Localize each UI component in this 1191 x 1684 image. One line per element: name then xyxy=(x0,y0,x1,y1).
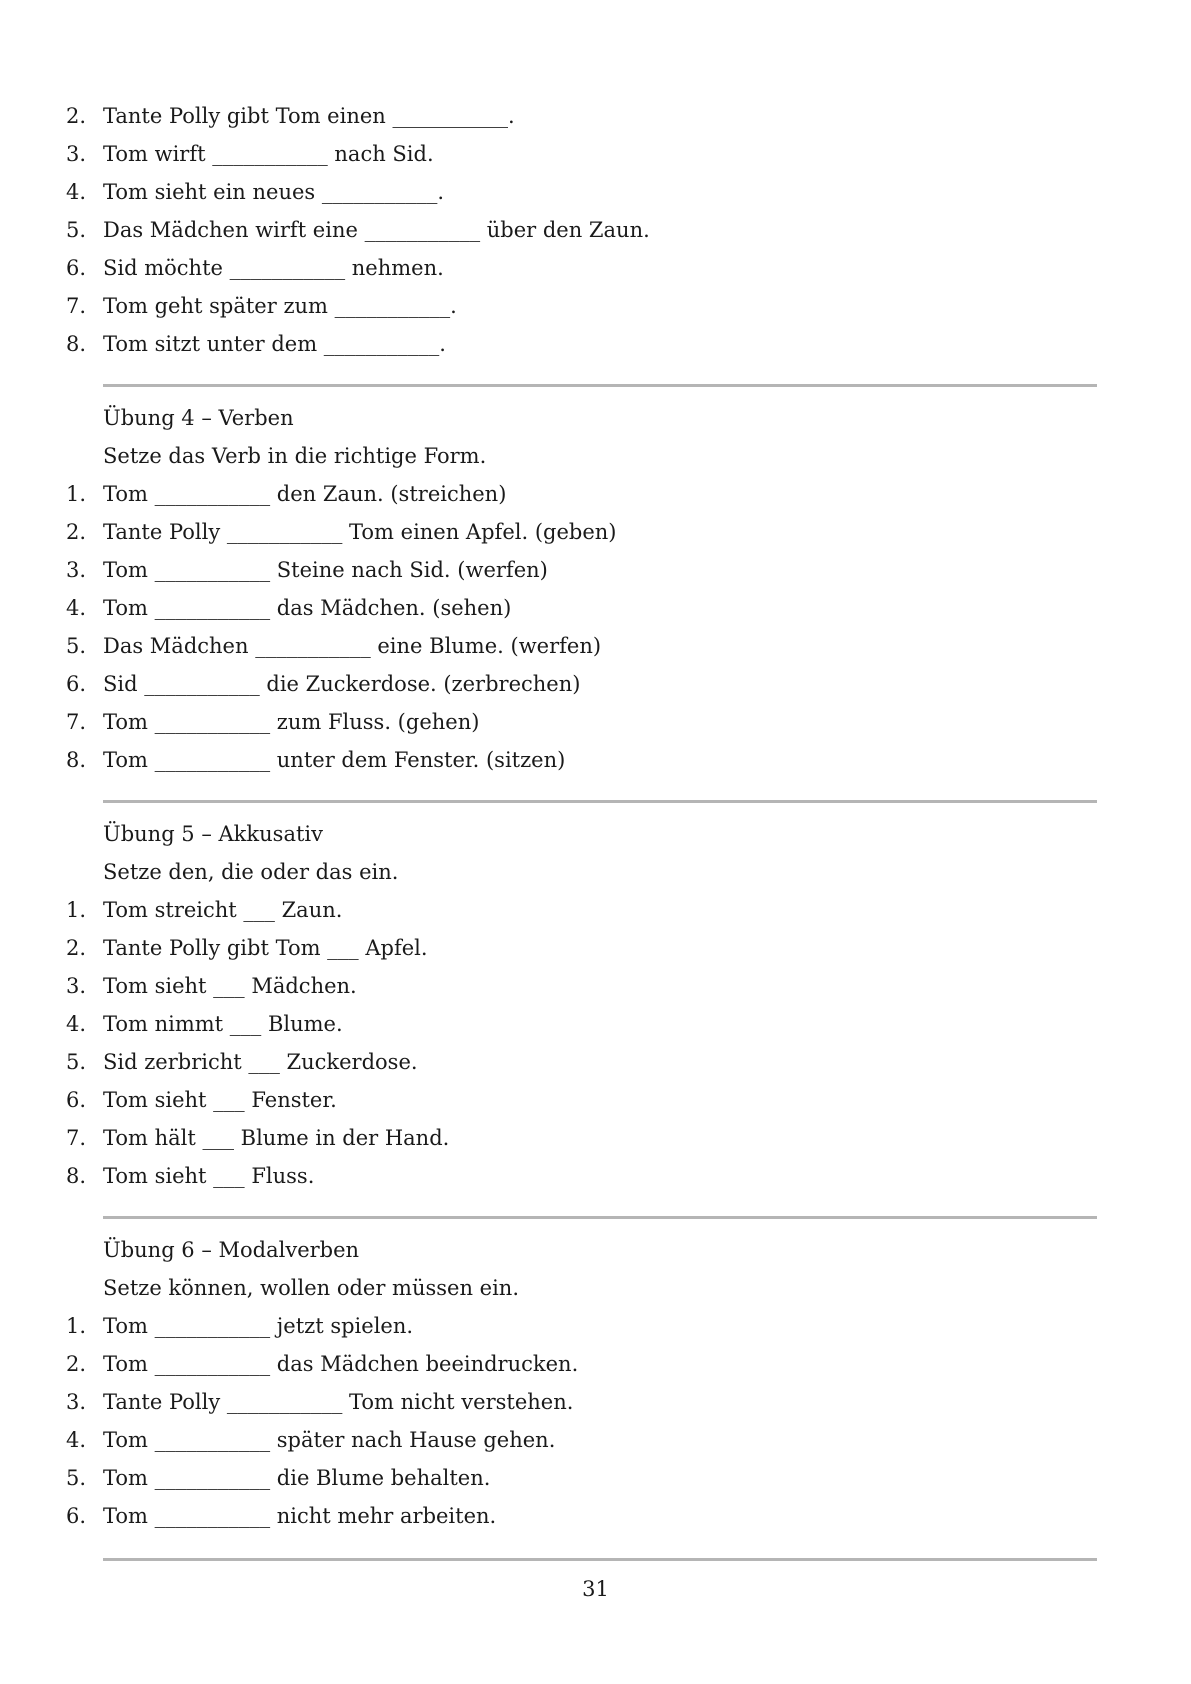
list-item xyxy=(0,967,1191,1005)
item-number: 1. xyxy=(66,898,87,922)
item-number: 6. xyxy=(66,672,87,696)
list-item xyxy=(0,703,1191,741)
item-number: 5. xyxy=(66,1050,87,1074)
list-item xyxy=(0,211,1191,249)
list-item xyxy=(0,1081,1191,1119)
item-number: 8. xyxy=(66,1164,87,1188)
exercise-instruction-text: Setze können, wollen oder müssen ein. xyxy=(103,1276,520,1300)
list-item xyxy=(0,135,1191,173)
item-text: Tom ___________ den Zaun. (streichen) xyxy=(103,482,507,506)
list-item xyxy=(0,627,1191,665)
item-number: 8. xyxy=(66,748,87,772)
item-number: 2. xyxy=(66,1352,87,1376)
item-text: Sid zerbricht ___ Zuckerdose. xyxy=(103,1050,418,1074)
list-item xyxy=(0,513,1191,551)
item-number: 6. xyxy=(66,1088,87,1112)
item-text: Tom sitzt unter dem ___________. xyxy=(103,332,446,356)
list-item xyxy=(0,287,1191,325)
list-item xyxy=(0,1119,1191,1157)
exercise-5 xyxy=(0,815,1191,1195)
item-number: 6. xyxy=(66,1504,87,1528)
section-divider xyxy=(103,384,1097,387)
list-item xyxy=(0,589,1191,627)
top-list xyxy=(0,97,1191,363)
list-item xyxy=(0,1307,1191,1345)
item-text: Tom ___________ die Blume behalten. xyxy=(103,1466,491,1490)
exercise-6 xyxy=(0,1231,1191,1535)
item-text: Tom ___________ das Mädchen. (sehen) xyxy=(103,596,512,620)
item-number: 3. xyxy=(66,558,87,582)
item-text: Das Mädchen wirft eine ___________ über den Zaun. xyxy=(103,218,650,242)
list-item xyxy=(0,475,1191,513)
item-number: 2. xyxy=(66,936,87,960)
item-number: 8. xyxy=(66,332,87,356)
exercise-title xyxy=(0,1231,1191,1269)
exercise-title xyxy=(0,815,1191,853)
list-item xyxy=(0,665,1191,703)
item-number: 6. xyxy=(66,256,87,280)
item-text: Tom streicht ___ Zaun. xyxy=(103,898,343,922)
exercise-title-text: Übung 6 – Modalverben xyxy=(103,1238,360,1262)
list-item xyxy=(0,325,1191,363)
item-number: 7. xyxy=(66,1126,87,1150)
item-number: 7. xyxy=(66,294,87,318)
list-item xyxy=(0,741,1191,779)
item-number: 3. xyxy=(66,974,87,998)
exercise-instruction xyxy=(0,1269,1191,1307)
exercise-instruction xyxy=(0,437,1191,475)
item-text: Tom nimmt ___ Blume. xyxy=(103,1012,343,1036)
item-text: Tom ___________ jetzt spielen. xyxy=(103,1314,414,1338)
list-item xyxy=(0,249,1191,287)
list-item xyxy=(0,1421,1191,1459)
list-item xyxy=(0,1157,1191,1195)
item-text: Tom sieht ___ Fenster. xyxy=(103,1088,337,1112)
item-number: 7. xyxy=(66,710,87,734)
item-number: 5. xyxy=(66,634,87,658)
list-item xyxy=(0,173,1191,211)
item-number: 2. xyxy=(66,520,87,544)
item-number: 4. xyxy=(66,596,87,620)
item-text: Tante Polly ___________ Tom nicht verstehen. xyxy=(103,1390,574,1414)
exercise-title xyxy=(0,399,1191,437)
item-number: 1. xyxy=(66,1314,87,1338)
item-number: 4. xyxy=(66,180,87,204)
item-text: Sid ___________ die Zuckerdose. (zerbrechen) xyxy=(103,672,581,696)
item-text: Tom ___________ das Mädchen beeindrucken. xyxy=(103,1352,579,1376)
item-text: Tante Polly gibt Tom ___ Apfel. xyxy=(103,936,428,960)
item-number: 4. xyxy=(66,1012,87,1036)
list-item xyxy=(0,97,1191,135)
item-number: 3. xyxy=(66,1390,87,1414)
page-number: 31 xyxy=(582,1577,609,1601)
exercise-title-text: Übung 4 – Verben xyxy=(103,406,294,430)
item-number: 5. xyxy=(66,1466,87,1490)
section-divider xyxy=(103,800,1097,803)
item-text: Tom ___________ zum Fluss. (gehen) xyxy=(103,710,480,734)
list-item xyxy=(0,1345,1191,1383)
item-text: Tom ___________ später nach Hause gehen. xyxy=(103,1428,556,1452)
list-item xyxy=(0,1043,1191,1081)
list-item xyxy=(0,1005,1191,1043)
section-divider xyxy=(103,1558,1097,1561)
exercise-instruction xyxy=(0,853,1191,891)
item-text: Tom ___________ Steine nach Sid. (werfen) xyxy=(103,558,548,582)
item-text: Das Mädchen ___________ eine Blume. (werfen) xyxy=(103,634,602,658)
item-text: Tom sieht ___ Mädchen. xyxy=(103,974,357,998)
list-item xyxy=(0,929,1191,967)
list-item xyxy=(0,1383,1191,1421)
exercise-4 xyxy=(0,399,1191,779)
section-divider xyxy=(103,1216,1097,1219)
item-text: Tante Polly gibt Tom einen ___________. xyxy=(103,104,515,128)
exercise-instruction-text: Setze den, die oder das ein. xyxy=(103,860,399,884)
item-text: Tom wirft ___________ nach Sid. xyxy=(103,142,434,166)
item-text: Tom ___________ unter dem Fenster. (sitzen) xyxy=(103,748,566,772)
item-text: Tom ___________ nicht mehr arbeiten. xyxy=(103,1504,497,1528)
item-text: Tante Polly ___________ Tom einen Apfel. (geben) xyxy=(103,520,617,544)
item-number: 4. xyxy=(66,1428,87,1452)
item-number: 2. xyxy=(66,104,87,128)
item-number: 3. xyxy=(66,142,87,166)
list-item xyxy=(0,891,1191,929)
item-text: Tom hält ___ Blume in der Hand. xyxy=(103,1126,450,1150)
list-item xyxy=(0,1459,1191,1497)
item-number: 5. xyxy=(66,218,87,242)
item-number: 1. xyxy=(66,482,87,506)
list-item xyxy=(0,551,1191,589)
item-text: Tom sieht ___ Fluss. xyxy=(103,1164,315,1188)
list-item xyxy=(0,1497,1191,1535)
exercise-title-text: Übung 5 – Akkusativ xyxy=(103,822,323,846)
item-text: Tom sieht ein neues ___________. xyxy=(103,180,445,204)
item-text: Tom geht später zum ___________. xyxy=(103,294,457,318)
item-text: Sid möchte ___________ nehmen. xyxy=(103,256,444,280)
exercise-instruction-text: Setze das Verb in die richtige Form. xyxy=(103,444,487,468)
